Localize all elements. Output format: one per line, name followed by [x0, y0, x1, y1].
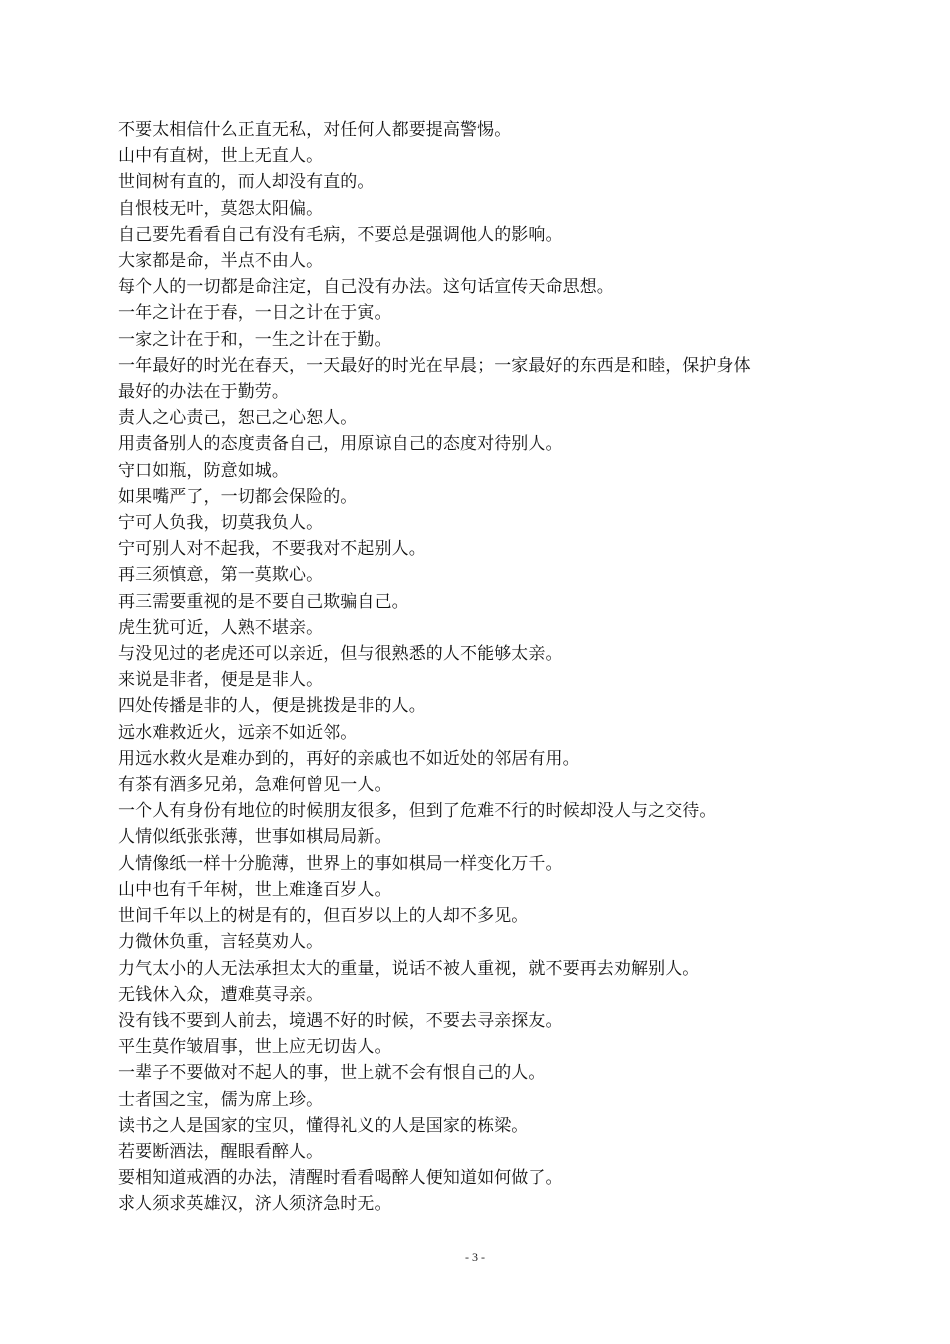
proverb-line: 平生莫作皱眉事，世上应无切齿人。 [118, 1037, 392, 1058]
proverb-line: 求人须求英雄汉，济人须济急时无。 [118, 1194, 392, 1215]
proverb-line: 再三须慎意，第一莫欺心。 [118, 565, 324, 586]
explanation-line: 一年最好的时光在春天，一天最好的时光在早晨；一家最好的东西是和睦，保护身体 [118, 355, 751, 376]
proverb-line: 有茶有酒多兄弟，急难何曾见一人。 [118, 775, 392, 796]
proverb-line: 大家都是命，半点不由人。 [118, 251, 324, 272]
proverb-line: 自恨枝无叶，莫怨太阳偏。 [118, 198, 324, 219]
body-text [118, 117, 838, 1218]
proverb-line: 宁可人负我，切莫我负人。 [118, 513, 324, 534]
explanation-line: 不要太相信什么正直无私，对任何人都要提高警惕。 [118, 120, 512, 140]
proverb-line: 力微休负重，言轻莫劝人。 [118, 932, 324, 953]
explanation-line: 用远水救火是难办到的，再好的亲戚也不如近处的邻居有用。 [118, 748, 580, 769]
explanation-line: 宁可别人对不起我，不要我对不起别人。 [118, 539, 426, 560]
explanation-line: 与没见过的老虎还可以亲近，但与很熟悉的人不能够太亲。 [118, 644, 563, 665]
explanation-line: 自己要先看看自己有没有毛病，不要总是强调他人的影响。 [118, 224, 563, 245]
proverb-line: 守口如瓶，防意如城。 [118, 460, 289, 481]
explanation-line: 人情像纸一样十分脆薄，世界上的事如棋局一样变化万千。 [118, 853, 563, 874]
proverb-line: 一家之计在于和，一生之计在于勤。 [118, 329, 392, 350]
explanation-line: 最好的办法在于勤劳。 [118, 382, 289, 403]
explanation-line: 世间树有直的，而人却没有直的。 [118, 172, 375, 193]
proverb-line: 虎生犹可近，人熟不堪亲。 [118, 617, 324, 638]
proverb-line: 山中也有千年树，世上难逢百岁人。 [118, 879, 392, 900]
explanation-line: 一个人有身份有地位的时候朋友很多，但到了危难不行的时候却没人与之交待。 [118, 801, 717, 822]
proverb-line: 若要断酒法，醒眼看醉人。 [118, 1141, 324, 1162]
explanation-line: 力气太小的人无法承担太大的重量，说话不被人重视，就不要再去劝解别人。 [118, 958, 700, 979]
explanation-line: 如果嘴严了，一切都会保险的。 [118, 486, 358, 507]
proverb-line: 人情似纸张张薄，世事如棋局局新。 [118, 827, 392, 848]
explanation-line: 四处传播是非的人，便是挑拨是非的人。 [118, 696, 426, 717]
proverb-line: 责人之心责己，恕己之心恕人。 [118, 408, 358, 429]
explanation-line: 没有钱不要到人前去，境遇不好的时候，不要去寻亲探友。 [118, 1010, 563, 1031]
proverb-line: 远水难救近火，远亲不如近邻。 [118, 722, 358, 743]
proverb-line: 山中有直树，世上无直人。 [118, 146, 324, 167]
explanation-line: 再三需要重视的是不要自己欺骗自己。 [118, 591, 409, 612]
proverb-line: 士者国之宝，儒为席上珍。 [118, 1089, 324, 1110]
explanation-line: 用责备别人的态度责备自己，用原谅自己的态度对待别人。 [118, 434, 563, 455]
explanation-line: 每个人的一切都是命注定，自己没有办法。这句话宣传天命思想。 [118, 277, 614, 298]
proverb-line: 来说是非者，便是是非人。 [118, 670, 324, 691]
explanation-line: 世间千年以上的树是有的，但百岁以上的人却不多见。 [118, 906, 529, 927]
explanation-line: 读书之人是国家的宝贝，懂得礼义的人是国家的栋梁。 [118, 1115, 529, 1136]
proverb-line: 无钱休入众，遭难莫寻亲。 [118, 984, 324, 1005]
explanation-line: 要相知道戒酒的办法，清醒时看看喝醉人便知道如何做了。 [118, 1168, 563, 1189]
explanation-line: 一辈子不要做对不起人的事，世上就不会有恨自己的人。 [118, 1063, 546, 1084]
page-number: - 3 - [465, 1250, 485, 1264]
proverb-line: 一年之计在于春，一日之计在于寅。 [118, 303, 392, 324]
